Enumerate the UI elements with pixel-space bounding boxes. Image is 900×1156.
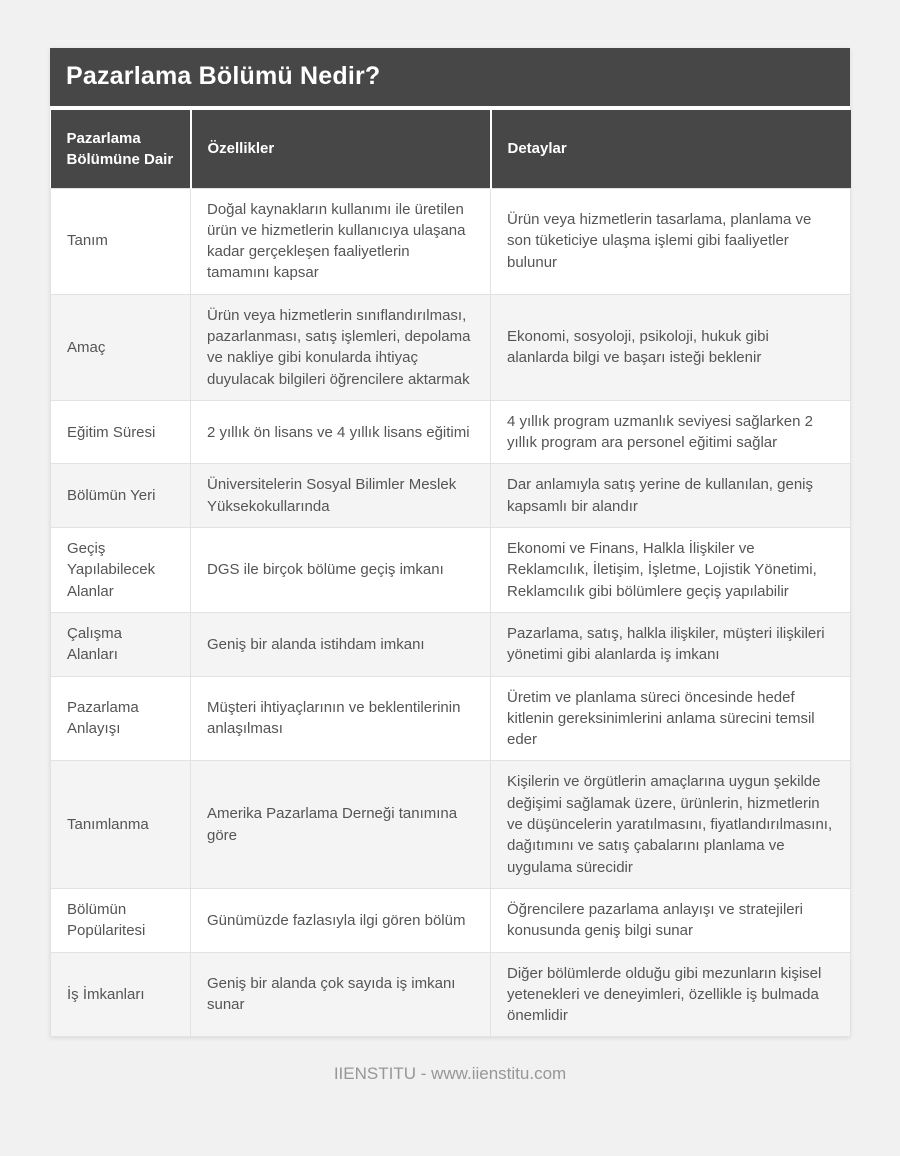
row-details-cell: Ekonomi ve Finans, Halkla İlişkiler ve Reklamcılık, İletişim, İşletme, Lojistik Yönetimi, Reklamcılık gibi bölümlere geçiş yapılabilir <box>491 528 851 613</box>
row-topic-cell: Eğitim Süresi <box>51 400 191 464</box>
row-features-cell: Ürün veya hizmetlerin sınıflandırılması, pazarlanması, satış işlemleri, depolama ve nakliye gibi konularda ihtiyaç duyulacak bilgileri öğrencilere aktarmak <box>191 294 491 400</box>
row-details-cell: Ekonomi, sosyoloji, psikoloji, hukuk gibi alanlarda bilgi ve başarı isteği beklenir <box>491 294 851 400</box>
row-details-cell: Dar anlamıyla satış yerine de kullanılan, geniş kapsamlı bir alandır <box>491 464 851 528</box>
column-header-details: Detaylar <box>491 110 851 188</box>
row-topic-cell: Çalışma Alanları <box>51 612 191 676</box>
table-row <box>51 528 851 613</box>
table-header-row <box>51 110 851 188</box>
footer-credit: IIENSTITU - www.iienstitu.com <box>333 1064 567 1084</box>
row-topic-cell: Tanım <box>51 188 191 294</box>
footer <box>50 1037 850 1084</box>
row-topic-cell: Pazarlama Anlayışı <box>51 676 191 761</box>
row-topic-cell: Geçiş Yapılabilecek Alanlar <box>51 528 191 613</box>
table-row <box>51 464 851 528</box>
row-details-cell: Kişilerin ve örgütlerin amaçlarına uygun şekilde değişimi sağlamak üzere, ürünlerin, hizmetlerin ve düşüncelerin yaratılmasını, fiyatlandırılmasını, dağıtımını ve satış çabalarını planlama ve uygulama sürecidir <box>491 761 851 888</box>
row-features-cell: DGS ile birçok bölüme geçiş imkanı <box>191 528 491 613</box>
table-row <box>51 952 851 1037</box>
row-details-cell: Pazarlama, satış, halkla ilişkiler, müşteri ilişkileri yönetimi gibi alanlarda iş imkanı <box>491 612 851 676</box>
row-features-cell: Üniversitelerin Sosyal Bilimler Meslek Yüksekokullarında <box>191 464 491 528</box>
row-features-cell: 2 yıllık ön lisans ve 4 yıllık lisans eğitimi <box>191 400 491 464</box>
row-features-cell: Geniş bir alanda istihdam imkanı <box>191 612 491 676</box>
table-body <box>51 188 851 1037</box>
table-row <box>51 400 851 464</box>
row-features-cell: Günümüzde fazlasıyla ilgi gören bölüm <box>191 888 491 952</box>
row-features-cell: Geniş bir alanda çok sayıda iş imkanı sunar <box>191 952 491 1037</box>
table-row <box>51 761 851 888</box>
row-features-cell: Doğal kaynakların kullanımı ile üretilen ürün ve hizmetlerin kullanıcıya ulaşana kadar gerçekleşen faaliyetlerin tamamını kapsar <box>191 188 491 294</box>
row-details-cell: Öğrencilere pazarlama anlayışı ve stratejileri konusunda geniş bilgi sunar <box>491 888 851 952</box>
page-title: Pazarlama Bölümü Nedir? <box>66 62 381 90</box>
infographic-card <box>50 48 850 1037</box>
table-row <box>51 676 851 761</box>
column-header-features: Özellikler <box>191 110 491 188</box>
table-row <box>51 188 851 294</box>
row-details-cell: Üretim ve planlama süreci öncesinde hedef kitlenin gereksinimlerini anlama sürecini temsil eder <box>491 676 851 761</box>
table-row <box>51 612 851 676</box>
row-details-cell: Diğer bölümlerde olduğu gibi mezunların kişisel yetenekleri ve deneyimleri, özellikle iş bulmada önemlidir <box>491 952 851 1037</box>
column-header-topic: Pazarlama Bölümüne Dair <box>51 110 191 188</box>
row-topic-cell: Tanımlanma <box>51 761 191 888</box>
row-features-cell: Amerika Pazarlama Derneği tanımına göre <box>191 761 491 888</box>
row-topic-cell: Bölümün Popülaritesi <box>51 888 191 952</box>
table-row <box>51 294 851 400</box>
row-details-cell: Ürün veya hizmetlerin tasarlama, planlama ve son tüketiciye ulaşma işlemi gibi faaliyetler bulunur <box>491 188 851 294</box>
title-bar <box>50 48 850 106</box>
row-topic-cell: Amaç <box>51 294 191 400</box>
marketing-department-table <box>50 110 851 1037</box>
row-details-cell: 4 yıllık program uzmanlık seviyesi sağlarken 2 yıllık program ara personel eğitimi sağlar <box>491 400 851 464</box>
table-row <box>51 888 851 952</box>
row-topic-cell: İş İmkanları <box>51 952 191 1037</box>
row-features-cell: Müşteri ihtiyaçlarının ve beklentilerinin anlaşılması <box>191 676 491 761</box>
row-topic-cell: Bölümün Yeri <box>51 464 191 528</box>
